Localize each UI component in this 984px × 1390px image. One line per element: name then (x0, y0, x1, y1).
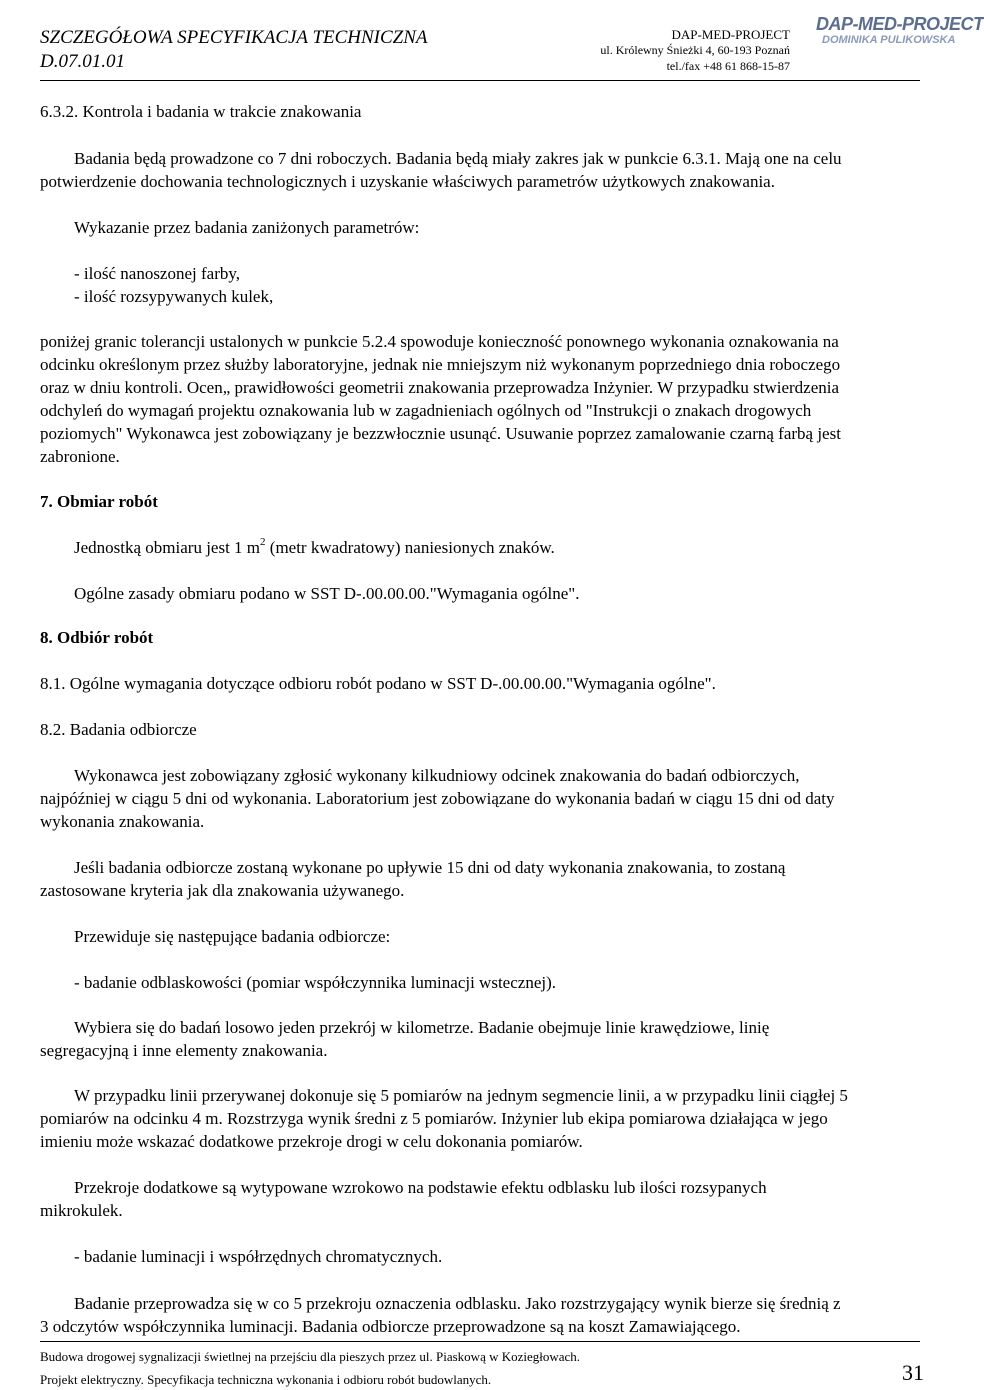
text-line: Przekroje dodatkowe są wytypowane wzrokowo na podstawie efektu odblasku lub ilości rozsypanych (74, 1178, 767, 1197)
text-line: odcinku określonym przez służby laboratoryjne, jednak nie mniejszym niż wykonanym poprzedniego dnia roboczego (40, 355, 841, 374)
list-item: - ilość nanoszonej farby, (74, 264, 241, 283)
section-heading-8-1: 8.1. Ogólne wymagania dotyczące odbioru robót podano w SST D-.00.00.00."Wymagania ogólne". (40, 674, 716, 693)
text-line: Badanie przeprowadza się w co 5 przekroju oznaczenia odblasku. Jako rozstrzygający wynik bierze się średnią z (74, 1294, 841, 1313)
text-fragment: (metr kwadratowy) naniesionych znaków. (265, 538, 555, 557)
paragraph-acceptance-notice (40, 764, 923, 833)
list-item: - badanie odblaskowości (pomiar współczynnika luminacji wstecznej). (74, 973, 556, 992)
text-line: poniżej granic tolerancji ustalonych w punkcie 5.2.4 spowoduje konieczność ponownego wykonania oznakowania na (40, 332, 839, 351)
section-heading-8: 8. Odbiór robót (40, 628, 154, 647)
paragraph-luminance (40, 1292, 923, 1338)
paragraph-planned-tests: Przewiduje się następujące badania odbiorcze: (74, 927, 391, 946)
text-line: 3 odczytów współczynnika luminacji. Badania odbiorcze przeprowadzone są na koszt Zamawiającego. (40, 1317, 741, 1336)
header-divider (40, 80, 920, 81)
text-line: Wykonawca jest zobowiązany zgłosić wykonany kilkudniowy odcinek znakowania do badań odbiorczych, (74, 766, 800, 785)
footer-divider (40, 1341, 920, 1342)
section-heading-8-2: 8.2. Badania odbiorcze (40, 720, 197, 739)
text-line: Wybiera się do badań losowo jeden przekrój w kilometrze. Badanie obejmuje linie krawędziowe, linię (74, 1018, 770, 1037)
paragraph-measurement-rules: Ogólne zasady obmiaru podano w SST D-.00.00.00."Wymagania ogólne". (74, 584, 580, 603)
text-line: zastosowane kryteria jak dla znakowania używanego. (40, 881, 405, 900)
section-heading-7: 7. Obmiar robót (40, 492, 158, 511)
superscript: 2 (260, 536, 266, 549)
paragraph-extra-sections (40, 1176, 923, 1222)
text-line: odchyleń do wymagań projektu oznakowania lub w zagadnieniach ogólnych od "Instrukcji o znakach drogowych (40, 401, 812, 420)
text-line: Badania będą prowadzone co 7 dni roboczych. Badania będą miały zakres jak w punkcie 6.3.1. Mają one na celu (74, 149, 842, 168)
company-logo (816, 14, 984, 54)
paragraph-measurement-unit (74, 536, 555, 559)
text-fragment: Jednostką obmiaru jest 1 m (74, 538, 261, 557)
paragraph-cross-section (40, 1016, 923, 1062)
logo-sub-text: DOMINIKA PULIKOWSKA (822, 34, 956, 46)
list-item: - badanie luminacji i współrzędnych chromatycznych. (74, 1247, 443, 1266)
company-address: ul. Królewny Śnieżki 4, 60-193 Poznań (600, 43, 790, 57)
text-line: najpóźniej w ciągu 5 dni od wykonania. Laboratorium jest zobowiązane do wykonania badań w ciągu 15 dni od daty (40, 789, 835, 808)
paragraph-measurements (40, 1084, 923, 1153)
footer-project-name: Budowa drogowej sygnalizacji świetlnej na przejściu dla pieszych przez ul. Piaskową w Koziegłowach. (40, 1349, 581, 1364)
text-line: mikrokulek. (40, 1201, 123, 1220)
text-line: potwierdzenie dochowania technologicznych i uzyskanie właściwych parametrów użytkowych znakowania. (40, 172, 775, 191)
section-heading-6-3-2: 6.3.2. Kontrola i badania w trakcie znakowania (40, 102, 362, 121)
text-line: oraz w dniu kontroli. Ocen„ prawidłowości geometrii znakowania przeprowadza Inżynier. W przypadku stwierdzenia (40, 378, 840, 397)
footer-document-type: Projekt elektryczny. Specyfikacja techniczna wykonania i odbioru robót budowlanych. (40, 1372, 492, 1387)
text-line: wykonania znakowania. (40, 812, 205, 831)
paragraph-lowered-params: Wykazanie przez badania zaniżonych parametrów: (74, 218, 420, 237)
text-line: W przypadku linii przerywanej dokonuje się 5 pomiarów na jednym segmencie linii, a w przypadku linii ciągłej 5 (74, 1086, 848, 1105)
logo-main-text: DAP-MED-PROJECT (816, 14, 984, 34)
company-phone: tel./fax +48 61 868-15-87 (666, 59, 790, 73)
text-line: poziomych" Wykonawca jest zobowiązany je bezzwłocznie usunąć. Usuwanie poprzez zamalowanie czarną farbą jest (40, 424, 841, 443)
page-number: 31 (902, 1360, 924, 1385)
paragraph-late-tests (40, 856, 923, 902)
text-line: segregacyjną i inne elementy znakowania. (40, 1041, 328, 1060)
text-line: zabronione. (40, 447, 120, 466)
company-name: DAP-MED-PROJECT (671, 27, 790, 42)
text-line: pomiarów na odcinku 4 m. Rozstrzyga wynik średni z 5 pomiarów. Inżynier lub ekipa pomiarowa działająca w jego (40, 1109, 828, 1128)
paragraph-tolerance (40, 330, 923, 468)
paragraph-tests-frequency (40, 147, 923, 193)
list-item: - ilość rozsypywanych kulek, (74, 287, 274, 306)
text-line: Jeśli badania odbiorcze zostaną wykonane po upływie 15 dni od daty wykonania znakowania, to zostaną (74, 858, 786, 877)
document-code: D.07.01.01 (40, 51, 125, 72)
document-title: SZCZEGÓŁOWA SPECYFIKACJA TECHNICZNA (40, 27, 428, 48)
text-line: imieniu może wskazać dodatkowe przekroje drogi w celu dokonania pomiarów. (40, 1132, 583, 1151)
